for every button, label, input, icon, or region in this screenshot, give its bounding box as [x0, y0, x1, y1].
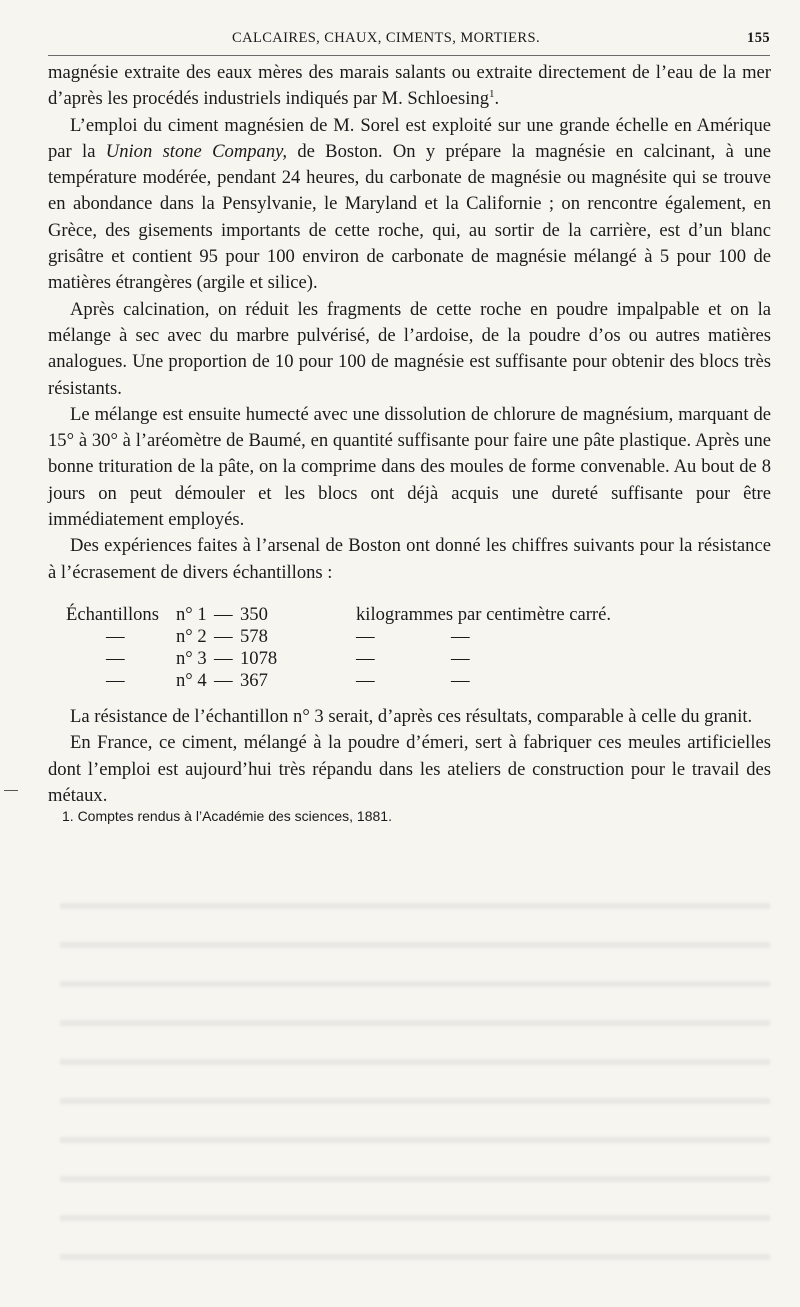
paragraph-7: En France, ce ciment, mélangé à la poudre d’émeri, sert à fabriquer ces meules artificielles dont l’emploi est aujourd’hui très répandu dans les ateliers de construction pour le travail des métaux.: [48, 732, 771, 806]
running-title: CALCAIRES, CHAUX, CIMENTS, MORTIERS.: [232, 30, 540, 46]
paragraph-1: magnésie extraite des eaux mères des marais salants ou extraite directement de l’eau de la mer d’après les procédés industriels indiqués par M. Schloesing$^1$.: [48, 62, 771, 110]
paragraph-4: Le mélange est ensuite humecté avec une dissolution de chlorure de magnésium, marquant de 15° à 30° à l’aréomètre de Baumé, en quantité suffisante pour faire une pâte plastique. Après une bonne trituration de la pâte, on la comprime dans des moules de forme convenable. Au bout de 8 jours on peut démouler et les blocs ont déjà acquis une dureté suffisante pour être immédiatement employés.: [48, 403, 771, 531]
table-row: — n° 3 — 1078 — —: [106, 647, 470, 669]
table-row: — n° 2 — 578 — —: [106, 625, 470, 647]
paragraph-2: L’emploi du ciment magnésien de M. Sorel est exploité sur une grande échelle en Amérique par la Union stone Company, de Boston. On y prépare la magnésie en calcinant, à une température modérée, pendant 24 heures, du carbonate de magnésie ou magnésite qui se trouve en abondance dans la Pensylvanie, le Maryland et la Californie ; on rencontre également, en Grèce, des gisements importants de cette roche, qui, au sortir de la carrière, est d’un blanc grisâtre et contient 95 pour 100 environ de carbonate de magnésie mélangé à 5 pour 100 de matières étrangères (argile et silice).: [48, 114, 772, 294]
paragraph-3: Après calcination, on réduit les fragments de cette roche en poudre impalpable et on la mélange à sec avec du marbre pulvérisé, de l’ardoise, de la poudre d’os ou autres matières analogues. Une proportion de 10 pour 100 de magnésie est suffisante pour obtenir des blocs très résistants.: [48, 298, 771, 399]
table-row: — n° 4 — 367 — —: [106, 669, 470, 691]
footnote-reference: 1: [489, 88, 495, 101]
header-rule: [48, 55, 770, 56]
page-number: 155: [747, 30, 770, 46]
paragraph-5: Des expériences faites à l’arsenal de Boston ont donné les chiffres suivants pour la résistance à l’écrasement de divers échantillons :: [48, 535, 771, 583]
margin-mark: [4, 790, 18, 791]
body-text: [48, 60, 771, 809]
paragraph-6: La résistance de l’échantillon n° 3 serait, d’après ces résultats, comparable à celle du granit.: [70, 705, 753, 727]
page-header: [232, 30, 770, 54]
footnote: 1. Comptes rendus à l’Académie des sciences, 1881.: [62, 808, 392, 824]
table-row: Échantillons n° 1 — 350 kilogrammes par centimètre carré.: [66, 603, 612, 625]
company-name: Union stone Company,: [105, 140, 288, 162]
show-through-bleed: [60, 885, 770, 1285]
results-table: [66, 604, 771, 692]
